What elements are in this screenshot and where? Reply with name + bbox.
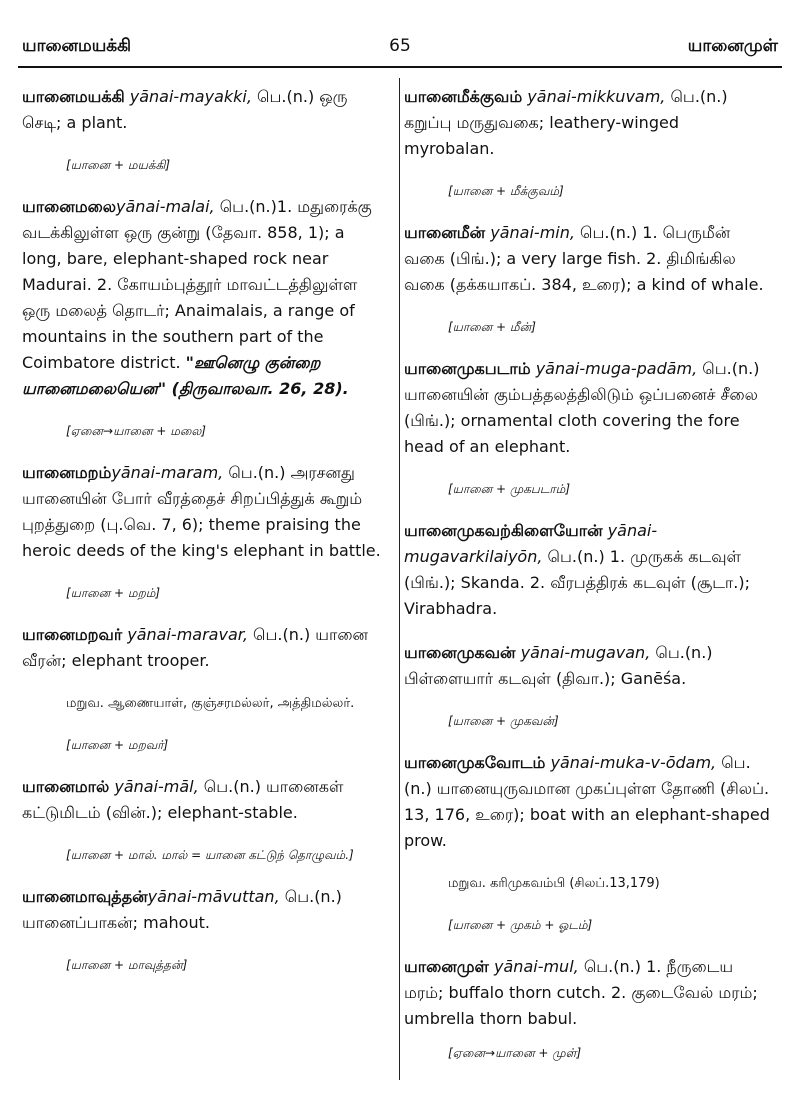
headword: யானைமால் (22, 777, 110, 796)
transliteration: yānai-maram, (111, 463, 224, 482)
definition: பெ.(n.) யானையின் கும்பத்தலத்திலிடும் ஒப்பனைச் சீலை (பிங்.); ornamental cloth covering the fore head of an elephant. (404, 359, 760, 456)
etymology: [யானை + மறவர்] (66, 738, 169, 752)
headword: யானைமறவர் (22, 625, 123, 644)
etymology: [யானை + மயக்கி] (66, 158, 171, 172)
synonym-note: மறுவ. கரிமுகவம்பி (சிலப்.13,179) (448, 876, 660, 891)
transliteration: yānai-mugavarkilaiyōn, (404, 521, 658, 566)
etymology: [யானை + மீக்குவம்] (448, 184, 564, 198)
entry (404, 356, 770, 460)
definition: பெ.(n.) யானைப்பாகன்; mahout. (22, 887, 342, 932)
headword: யானைமலை (22, 197, 117, 216)
running-head-right: யானைமுள் (687, 36, 778, 56)
transliteration: yānai-malai, (116, 197, 215, 216)
left-column (22, 84, 388, 994)
definition: பெ.(n.) 1. முருகக் கடவுள் (பிங்.); Skanda. 2. வீரபத்திரக் கடவுள் (சூடா.); Virabhadra. (404, 547, 750, 618)
definition: பெ.(n.) யானைகள் கட்டுமிடம் (வின்.); elephant-stable. (22, 777, 344, 822)
etymology: [யானை + மால். மால் = யானை கட்டுந் தொழுவம்.] (66, 848, 354, 862)
definition: பெ.(n.) 1. பெருமீன் வகை (பிங்.); a very large fish. 2. திமிங்கில வகை (தக்கயாகப். 384, உரை); a kind of whale. (404, 223, 764, 294)
page-header (0, 0, 800, 70)
transliteration: yānai-mugavan, (520, 643, 651, 662)
transliteration: yānai-mikkuvam, (527, 87, 666, 106)
headword: யானைமுள் (404, 957, 489, 976)
definition: பெ.(n.)1. மதுரைக்கு வடக்கிலுள்ள ஒரு குன்று (தேவா. 858, 1); a long, bare, elephant-shaped rock near Madurai. 2. கோயம்புத்தூர் மாவட்டத்திலுள்ள ஒரு மலைத் தொடர்; Anaimalais, a range of mountains in the southern part of the Coimbatore district. (22, 197, 372, 372)
headword: யானைமுகபடாம் (404, 359, 531, 378)
headword: யானைமுகவோடம் (404, 753, 546, 772)
running-head-left: யானைமயக்கி (22, 36, 132, 56)
entry (22, 622, 388, 674)
definition: பெ.(n.) 1. நீருடைய மரம்; buffalo thorn cutch. 2. குடைவேல் மரம்; umbrella thorn babul. (404, 957, 758, 1028)
etymology: [யானை + மீன்] (448, 320, 536, 334)
etymology: [யானை + முகபடாம்] (448, 482, 571, 496)
etymology: [ஏனை→யானை + மலை] (66, 424, 206, 438)
entry (404, 750, 770, 854)
transliteration: yānai-muka-v-ōdam, (550, 753, 717, 772)
headword: யானைமுகவன் (404, 643, 516, 662)
column-divider (399, 78, 400, 1080)
entry (404, 954, 770, 1032)
transliteration: yānai-māvuttan, (147, 887, 280, 906)
entry (404, 220, 770, 298)
transliteration: yānai-mul, (494, 957, 579, 976)
header-rule (18, 66, 782, 68)
etymology: [யானை + மறம்] (66, 586, 161, 600)
etymology: [ஏனை→யானை + முள்] (448, 1046, 582, 1060)
headword: யானைமீன் (404, 223, 486, 242)
entry (404, 640, 770, 692)
definition: பெ.(n.) கறுப்பு மருதுவகை; leathery-winged myrobalan. (404, 87, 728, 158)
entry (22, 84, 388, 136)
definition: பெ.(n.) பிள்ளையார் கடவுள் (திவா.); Ganēśa. (404, 643, 713, 688)
definition: பெ.(n.) யானை வீரன்; elephant trooper. (22, 625, 369, 670)
transliteration: yānai-māl, (114, 777, 199, 796)
right-column (404, 84, 770, 1082)
headword: யானைமறம் (22, 463, 112, 482)
headword: யானைமயக்கி (22, 87, 125, 106)
entry (22, 774, 388, 826)
transliteration: yānai-mayakki, (129, 87, 252, 106)
page-number: 65 (389, 36, 411, 56)
entry (22, 884, 388, 936)
etymology: [யானை + முகவன்] (448, 714, 559, 728)
entry (22, 194, 388, 402)
entry (404, 84, 770, 162)
synonym-note: மறுவ. ஆணையாள், குஞ்சரமல்லர், அத்திமல்லர். (66, 696, 355, 711)
entry (22, 460, 388, 564)
transliteration: yānai-min, (490, 223, 575, 242)
definition: பெ.(n.) அரசனது யானையின் போர் வீரத்தைச் சிறப்பித்துக் கூறும் புறத்துறை (பு.வெ. 7, 6); theme praising the heroic deeds of the king's elephant in battle. (22, 463, 381, 560)
transliteration: yānai-muga-padām, (535, 359, 698, 378)
headword: யானைமுகவற்கிளையோன் (404, 521, 603, 540)
etymology: [யானை + மாவுத்தன்] (66, 958, 188, 972)
definition: பெ.(n.) யானையுருவமான முகப்புள்ள தோணி (சிலப். 13, 176, உரை); boat with an elephant-shaped prow. (404, 753, 770, 850)
headword: யானைமீக்குவம் (404, 87, 523, 106)
transliteration: yānai-maravar, (127, 625, 248, 644)
entry (404, 518, 770, 622)
etymology: [யானை + முகம் + ஓடம்] (448, 918, 593, 932)
quotation: "ஊனெழு குன்றை யானைமலையென" (திருவாலவா. 26, 28). (22, 353, 349, 398)
definition: பெ.(n.) ஒரு செடி; a plant. (22, 87, 348, 132)
headword: யானைமாவுத்தன் (22, 887, 148, 906)
